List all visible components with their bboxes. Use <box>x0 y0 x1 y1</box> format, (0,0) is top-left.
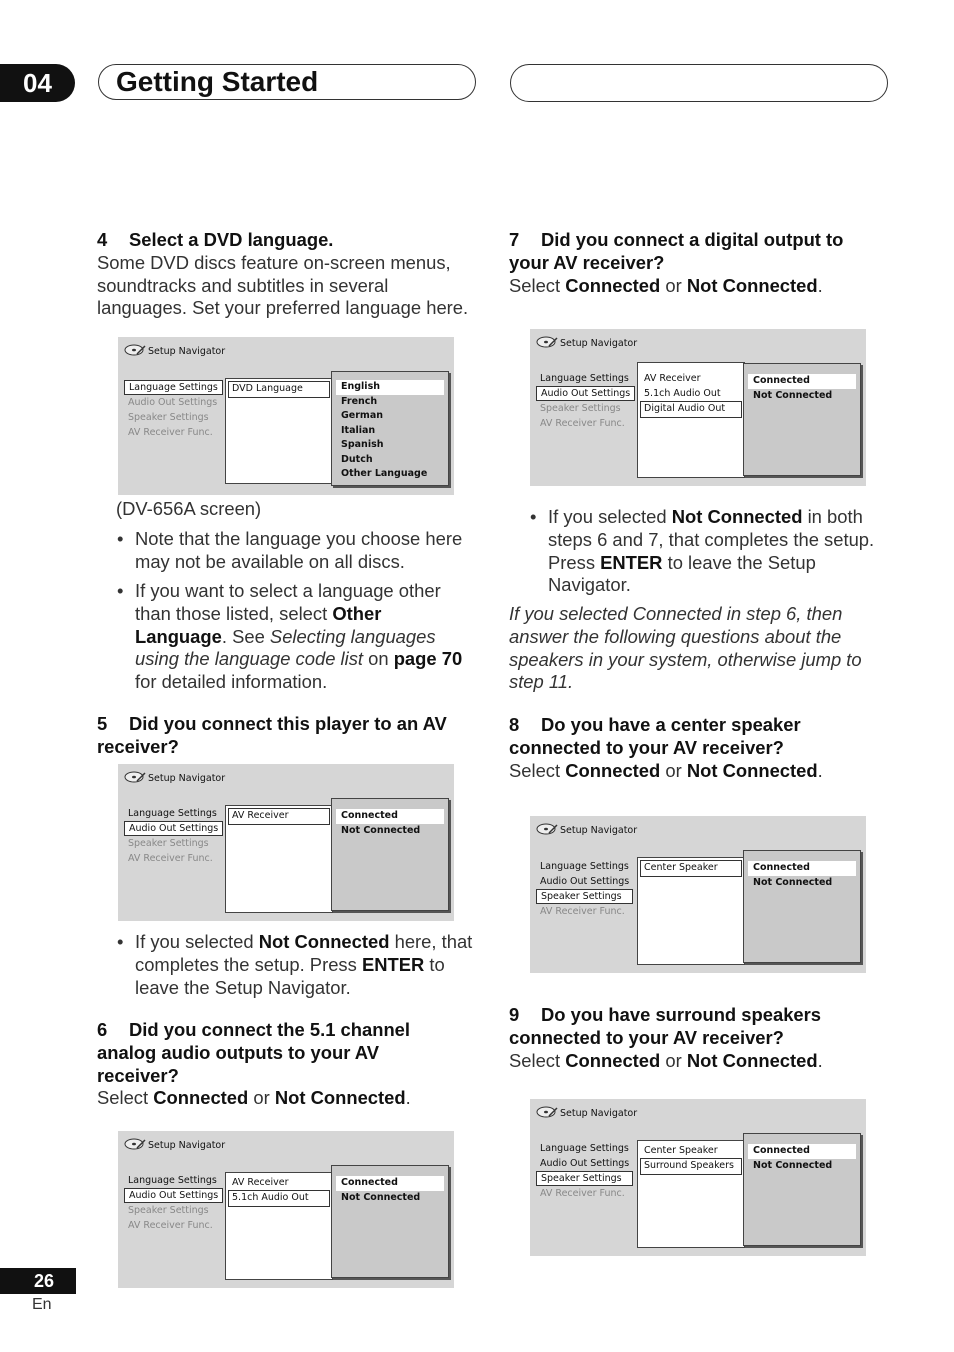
option-italian[interactable]: Italian <box>341 424 376 436</box>
option-connected[interactable]: Connected <box>336 809 444 824</box>
mid-item-digital-audio-out[interactable]: Digital Audio Out <box>640 401 742 418</box>
page-number: 26 <box>0 1268 76 1294</box>
menu-item-audio-out[interactable]: Audio Out Settings <box>540 1158 630 1169</box>
step4-bullet-1: • Note that the language you choose here may not be available on all discs. <box>117 528 463 572</box>
step4-bullet-2: • If you want to select a language other than those listed, select Other Language. See Selecting languages using the language code list on page 70 for detailed information. <box>117 580 463 693</box>
screen-left-menu <box>536 859 633 919</box>
option-german[interactable]: German <box>341 410 383 421</box>
screen-options-panel <box>743 1133 861 1246</box>
option-not-connected[interactable]: Not Connected <box>753 876 833 888</box>
mid-item-51ch-audio-out[interactable]: 5.1ch Audio Out <box>228 1190 330 1207</box>
step6 <box>97 1019 437 1110</box>
menu-item-audio-out[interactable]: Audio Out Settings <box>124 1188 223 1203</box>
option-french[interactable]: French <box>341 395 378 407</box>
disc-icon <box>124 1137 146 1154</box>
option-not-connected[interactable]: Not Connected <box>341 1191 421 1203</box>
menu-item-language-settings[interactable]: Language Settings <box>540 1143 629 1154</box>
mid-item-av-receiver[interactable]: AV Receiver <box>644 373 701 384</box>
screen-options-panel <box>331 1165 449 1278</box>
screen-options-panel <box>331 371 449 486</box>
chapter-right-box <box>510 64 888 102</box>
chapter-title: Getting Started <box>116 66 319 97</box>
option-dutch[interactable]: Dutch <box>341 453 373 465</box>
screen-left-menu <box>124 1173 223 1233</box>
disc-icon <box>536 335 558 352</box>
chapter-number: 04 <box>0 64 75 102</box>
step8-select: Select Connected or Not Connected. <box>509 759 823 781</box>
screen-left-menu <box>536 1141 633 1201</box>
screen-51ch-audio-out <box>118 1131 454 1288</box>
option-connected[interactable]: Connected <box>748 1144 856 1159</box>
menu-item-language-settings[interactable]: Language Settings <box>128 808 217 819</box>
mid-item-av-receiver[interactable]: AV Receiver <box>232 1177 289 1188</box>
menu-item-language-settings[interactable]: Language Settings <box>540 861 629 872</box>
menu-item-speaker[interactable]: Speaker Settings <box>128 412 209 423</box>
screen-middle-panel <box>637 362 745 478</box>
option-connected[interactable]: Connected <box>748 861 856 876</box>
menu-item-av-receiver-func[interactable]: AV Receiver Func. <box>540 1188 625 1199</box>
step9-select: Select Connected or Not Connected. <box>509 1049 823 1071</box>
option-spanish[interactable]: Spanish <box>341 439 384 450</box>
step7 <box>509 229 884 297</box>
setup-navigator-title: Setup Navigator <box>536 822 637 839</box>
screen-center-speaker <box>530 816 866 973</box>
step4 <box>97 229 477 320</box>
step7-heading: 7 Did you connect a digital output to your AV receiver? <box>509 229 844 273</box>
screen-middle-panel <box>225 378 333 484</box>
screen-surround-speakers <box>530 1099 866 1256</box>
menu-item-speaker[interactable]: Speaker Settings <box>540 403 621 414</box>
mid-item-surround-speakers[interactable]: Surround Speakers <box>640 1158 742 1175</box>
menu-item-speaker[interactable]: Speaker Settings <box>536 889 633 904</box>
screen-caption: (DV-656A screen) <box>116 498 262 519</box>
screen-options-panel <box>743 363 861 476</box>
menu-item-language-settings[interactable]: Language Settings <box>124 380 223 395</box>
screen-digital-audio-out <box>530 329 866 486</box>
menu-item-speaker[interactable]: Speaker Settings <box>536 1171 633 1186</box>
option-not-connected[interactable]: Not Connected <box>753 389 833 401</box>
page-language: En <box>32 1296 52 1313</box>
menu-item-av-receiver-func[interactable]: AV Receiver Func. <box>128 1220 213 1231</box>
option-connected[interactable]: Connected <box>748 374 856 389</box>
screen-options-panel <box>743 850 861 963</box>
chapter-title-box <box>98 64 476 100</box>
screen-left-menu <box>124 806 223 866</box>
step7-select: Select Connected or Not Connected. <box>509 274 823 296</box>
mid-item-center-speaker[interactable]: Center Speaker <box>644 1145 718 1156</box>
setup-navigator-title: Setup Navigator <box>124 343 225 360</box>
screen-av-receiver <box>118 764 454 921</box>
screen-middle-panel <box>225 1172 333 1280</box>
step7-bullet-1: • If you selected Not Connected in both steps 6 and 7, that completes the setup. Press ENTER to leave the Setup Navigator. <box>530 506 875 596</box>
setup-navigator-title: Setup Navigator <box>124 770 225 787</box>
mid-item-51ch-audio-out[interactable]: 5.1ch Audio Out <box>644 388 721 399</box>
menu-item-audio-out[interactable]: Audio Out Settings <box>128 397 218 408</box>
setup-navigator-title: Setup Navigator <box>124 1137 225 1154</box>
setup-navigator-title: Setup Navigator <box>536 335 637 352</box>
menu-item-language-settings[interactable]: Language Settings <box>128 1175 217 1186</box>
menu-item-speaker[interactable]: Speaker Settings <box>128 838 209 849</box>
option-connected[interactable]: Connected <box>336 1176 444 1191</box>
step4-title: Select a DVD language. <box>129 229 334 250</box>
step8-heading: 8 Do you have a center speaker connected to your AV receiver? <box>509 714 801 758</box>
option-not-connected[interactable]: Not Connected <box>753 1159 833 1171</box>
disc-icon <box>124 343 146 360</box>
menu-item-audio-out[interactable]: Audio Out Settings <box>540 876 630 887</box>
disc-icon <box>124 770 146 787</box>
setup-navigator-title: Setup Navigator <box>536 1105 637 1122</box>
screen-left-menu <box>124 380 223 440</box>
option-other-language[interactable]: Other Language <box>341 468 428 479</box>
menu-item-audio-out[interactable]: Audio Out Settings <box>124 821 223 836</box>
step4-body: Some DVD discs feature on-screen menus, soundtracks and subtitles in several languages. Set your preferred language here. <box>97 251 469 319</box>
menu-item-av-receiver-func[interactable]: AV Receiver Func. <box>540 906 625 917</box>
screen-left-menu <box>536 371 635 431</box>
screen-dvd-language <box>118 337 454 495</box>
disc-icon <box>536 1105 558 1122</box>
step6-select: Select Connected or Not Connected. <box>97 1087 411 1109</box>
screen-options-panel <box>331 798 449 911</box>
step6-heading: 6 Did you connect the 5.1 channel analog audio outputs to your AV receiver? <box>97 1019 411 1086</box>
mid-item-center-speaker[interactable]: Center Speaker <box>640 860 742 877</box>
mid-item-av-receiver[interactable]: AV Receiver <box>228 808 330 825</box>
screen-middle-panel <box>637 857 745 965</box>
step5-heading: 5 Did you connect this player to an AV receiver? <box>97 713 447 757</box>
step9 <box>509 1004 869 1072</box>
menu-item-language-settings[interactable]: Language Settings <box>540 373 629 384</box>
step9-heading: 9 Do you have surround speakers connected to your AV receiver? <box>509 1004 822 1048</box>
step4-number: 4 <box>97 229 108 250</box>
step7-note: If you selected Connected in step 6, then answer the following questions about the speakers in your system, otherwise jump to step 11. <box>509 603 862 693</box>
menu-item-av-receiver-func[interactable]: AV Receiver Func. <box>540 418 625 429</box>
step4-heading <box>97 229 477 252</box>
screen-middle-panel <box>637 1140 745 1248</box>
menu-item-av-receiver-func[interactable]: AV Receiver Func. <box>128 853 213 864</box>
screen-middle-panel <box>225 805 333 913</box>
option-english[interactable]: English <box>336 380 444 395</box>
option-not-connected[interactable]: Not Connected <box>341 824 421 836</box>
disc-icon <box>536 822 558 839</box>
step5-bullet-1: • If you selected Not Connected here, that completes the setup. Press ENTER to leave the Setup Navigator. <box>117 931 473 998</box>
menu-item-audio-out[interactable]: Audio Out Settings <box>536 386 635 401</box>
step8 <box>509 714 869 782</box>
menu-item-speaker[interactable]: Speaker Settings <box>128 1205 209 1216</box>
menu-item-av-receiver-func[interactable]: AV Receiver Func. <box>128 427 213 438</box>
mid-item-dvd-language[interactable]: DVD Language <box>228 381 330 398</box>
